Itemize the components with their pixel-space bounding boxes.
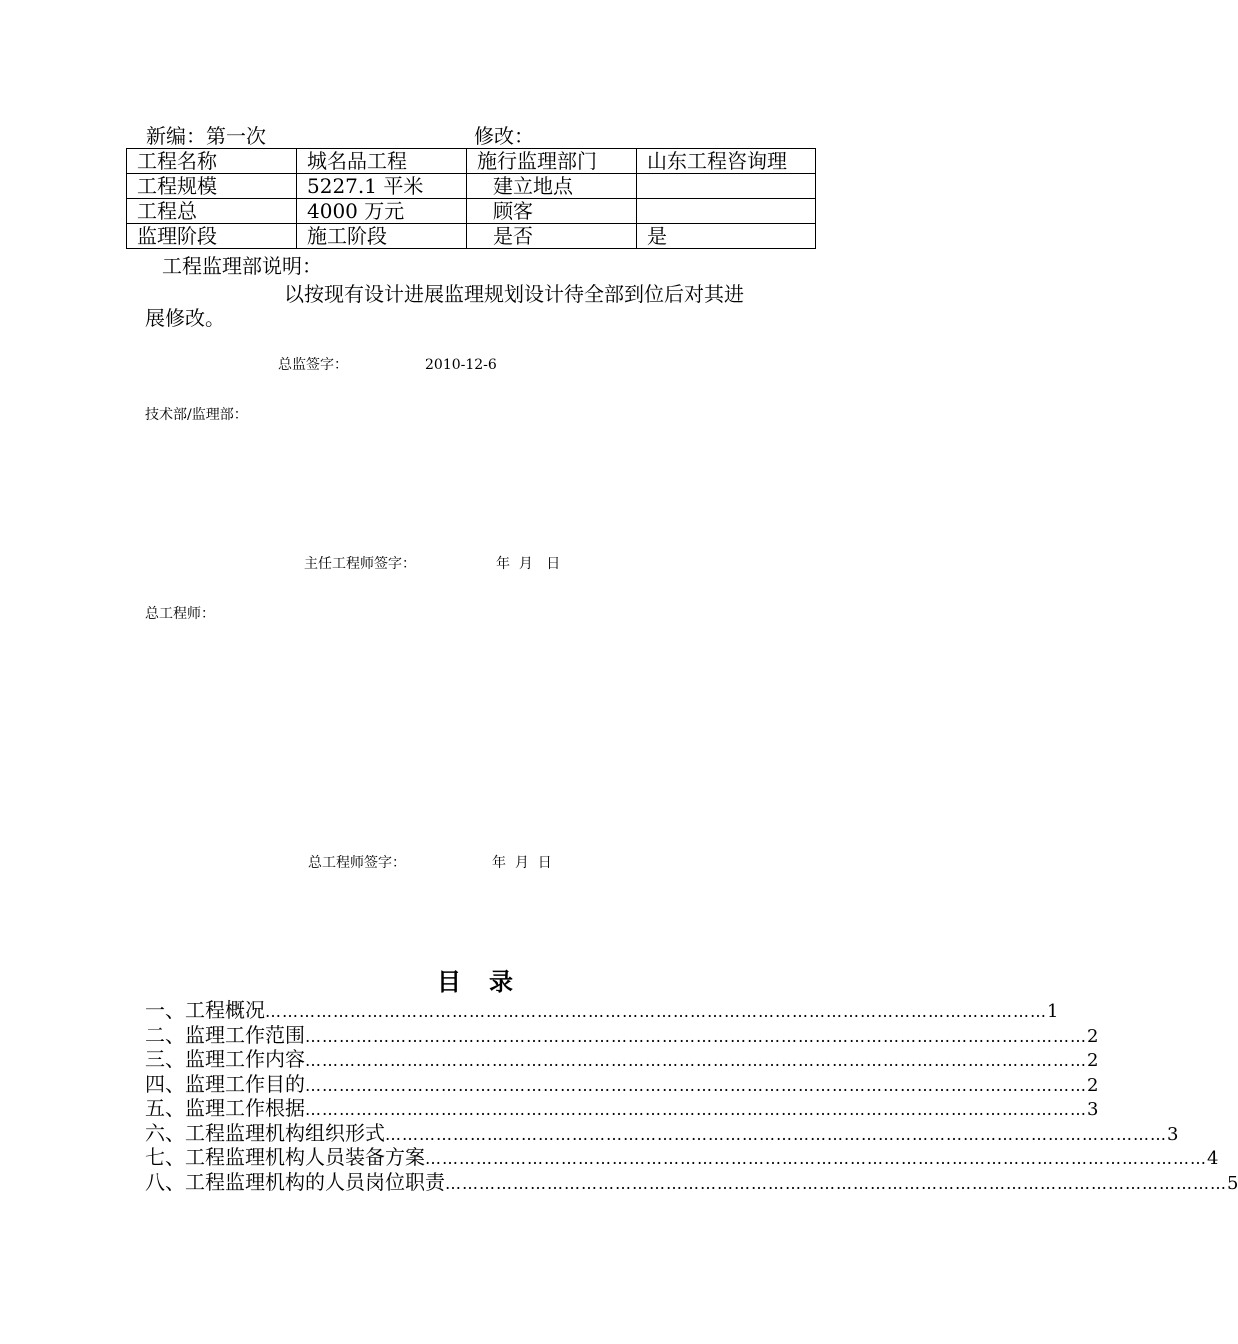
toc-leader-dots: ………………………………………………………………………………………………………………………… <box>265 1002 1047 1021</box>
table-cell: 是否 <box>467 224 637 249</box>
toc-item-page: 2 <box>1087 1074 1099 1096</box>
table-row <box>127 149 816 174</box>
chief-supervisor-date: 2010-12-6 <box>425 357 497 373</box>
table-cell: 城名品工程 <box>297 149 467 174</box>
toc-item[interactable] <box>145 1145 1219 1170</box>
toc-leader-dots: ………………………………………………………………………………………………………………………… <box>305 1100 1087 1119</box>
toc-item-page: 1 <box>1047 1001 1059 1022</box>
toc-item-page: 2 <box>1087 1050 1099 1071</box>
toc-list <box>145 998 1238 1194</box>
toc-item[interactable] <box>145 1120 1179 1146</box>
new-edition-label: 新编：第一次 <box>146 124 266 148</box>
toc-leader-dots: ………………………………………………………………………………………………………………………… <box>305 1075 1087 1095</box>
toc-item-title: 六、工程监理机构组织形式 <box>145 1120 385 1145</box>
toc-leader-dots: ………………………………………………………………………………………………………………………… <box>425 1149 1207 1168</box>
toc-item[interactable] <box>145 1096 1099 1121</box>
table-cell: 工程规模 <box>127 174 297 199</box>
toc-item-page: 2 <box>1087 1025 1099 1047</box>
toc-item-page: 3 <box>1087 1099 1099 1120</box>
table-cell: 施工阶段 <box>297 224 467 249</box>
toc-item-title: 五、监理工作根据 <box>145 1096 305 1120</box>
toc-item[interactable] <box>145 998 1059 1023</box>
toc-item-title: 一、工程概况 <box>145 998 265 1022</box>
toc-title: 目录 <box>437 967 541 996</box>
toc-leader-dots: ………………………………………………………………………………………………………………………… <box>385 1124 1167 1144</box>
table-cell: 山东工程咨询理 <box>637 149 816 174</box>
table-cell <box>637 174 816 199</box>
toc-item-title: 四、监理工作目的 <box>145 1071 305 1096</box>
director-engineer-date: 年 月 日 <box>496 556 561 572</box>
toc-leader-dots: ………………………………………………………………………………………………………………………… <box>305 1051 1087 1070</box>
toc-item[interactable] <box>145 1169 1238 1195</box>
table-cell: 4000 万元 <box>297 199 467 224</box>
table-cell: 工程名称 <box>127 149 297 174</box>
chief-supervisor-signature-label: 总监签字： <box>278 357 348 373</box>
table-cell: 监理阶段 <box>127 224 297 249</box>
table-cell <box>637 199 816 224</box>
director-engineer-signature-label: 主任工程师签字： <box>304 556 416 572</box>
revision-label: 修改： <box>474 124 534 148</box>
toc-item-page: 3 <box>1167 1123 1179 1145</box>
chief-engineer-label: 总工程师： <box>145 606 215 622</box>
notes-line-1: 以按现有设计进展监理规划设计待全部到位后对其进 <box>284 282 744 306</box>
toc-item[interactable] <box>145 1071 1099 1097</box>
chief-engineer-date: 年 月 日 <box>492 855 552 871</box>
toc-item[interactable] <box>145 1047 1099 1072</box>
table-cell: 建立地点 <box>467 174 637 199</box>
table-row <box>127 224 816 249</box>
table-cell: 是 <box>637 224 816 249</box>
toc-leader-dots: ………………………………………………………………………………………………………………………… <box>305 1026 1087 1046</box>
table-cell: 工程总 <box>127 199 297 224</box>
table-row <box>127 199 816 224</box>
toc-leader-dots: ………………………………………………………………………………………………………………………… <box>445 1173 1227 1193</box>
notes-line-2: 展修改。 <box>145 306 225 330</box>
toc-item-title: 二、监理工作范围 <box>145 1022 305 1047</box>
table-cell: 顾客 <box>467 199 637 224</box>
table-cell: 施行监理部门 <box>467 149 637 174</box>
chief-engineer-signature-label: 总工程师签字： <box>308 855 406 871</box>
toc-item-title: 七、工程监理机构人员装备方案 <box>145 1145 425 1169</box>
table-cell: 5227.1 平米 <box>297 174 467 199</box>
toc-item[interactable] <box>145 1022 1099 1048</box>
toc-item-page: 4 <box>1207 1148 1219 1169</box>
notes-heading: 工程监理部说明： <box>162 254 322 278</box>
project-info-table <box>126 148 816 249</box>
toc-item-page: 5 <box>1227 1172 1238 1194</box>
toc-item-title: 三、监理工作内容 <box>145 1047 305 1071</box>
toc-item-title: 八、工程监理机构的人员岗位职责 <box>145 1169 445 1194</box>
table-row <box>127 174 816 199</box>
tech-dept-label: 技术部/监理部： <box>145 407 248 423</box>
